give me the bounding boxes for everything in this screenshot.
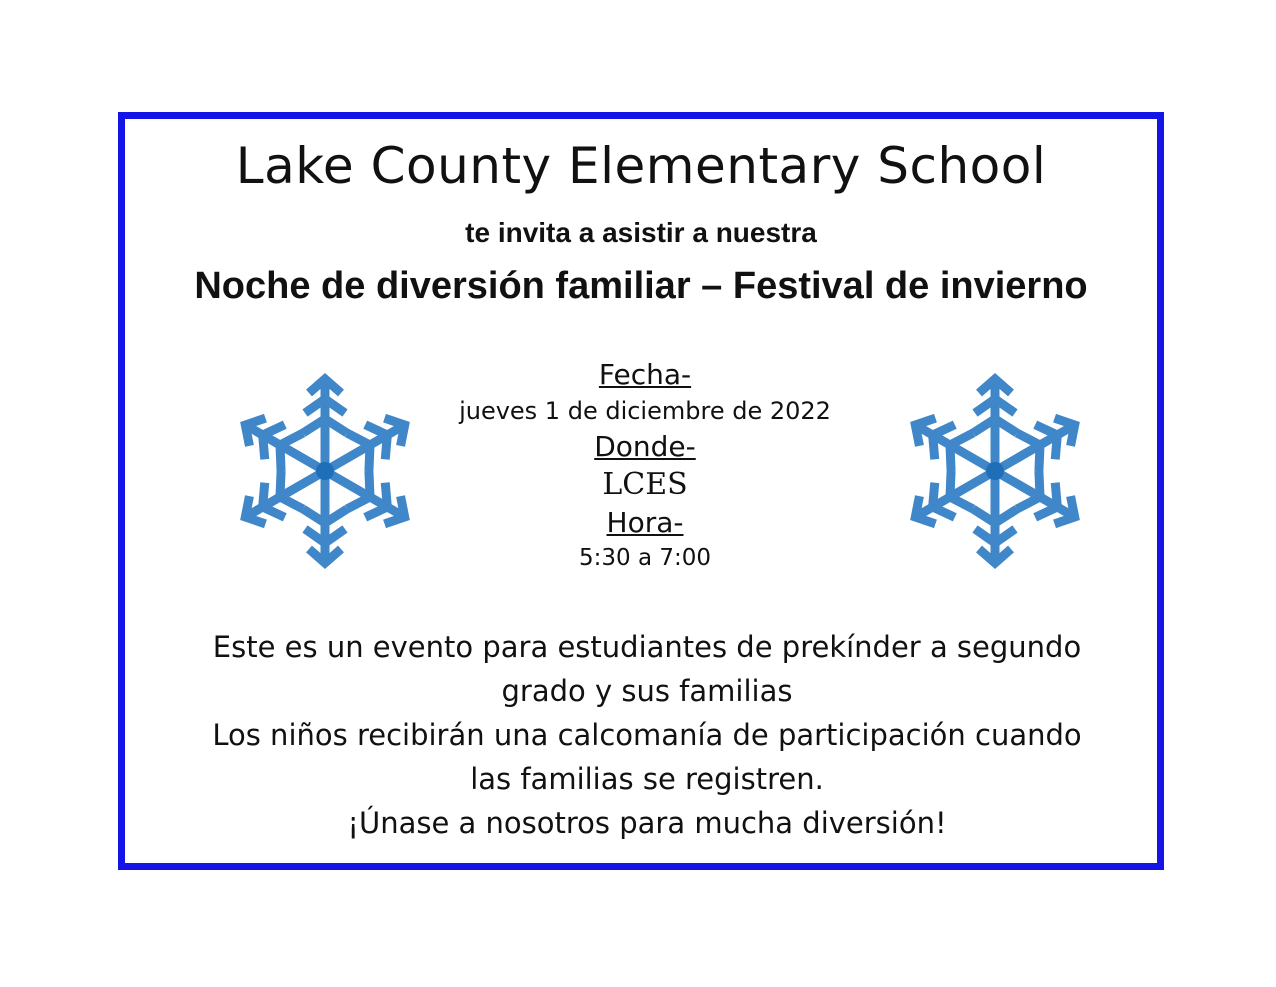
school-name-heading: Lake County Elementary School xyxy=(235,137,1047,195)
event-details xyxy=(425,357,865,575)
date-label: Fecha- xyxy=(598,358,692,391)
place-label: Donde- xyxy=(594,430,696,463)
description-line: Este es un evento para estudiantes de prekínder a segundo xyxy=(212,630,1082,664)
description-line: ¡Únase a nosotros para mucha diversión! xyxy=(347,806,947,840)
event-description xyxy=(145,625,1149,845)
time-label: Hora- xyxy=(606,506,684,539)
snowflake-icon xyxy=(895,371,1095,571)
place-value: LCES xyxy=(602,467,688,502)
description-line: grado y sus familias xyxy=(501,674,793,708)
description-line: las familias se registren. xyxy=(470,762,824,796)
date-value: jueves 1 de diciembre de 2022 xyxy=(459,397,831,425)
invite-line: te invita a asistir a nuestra xyxy=(465,217,817,248)
snowflake-icon xyxy=(225,371,425,571)
event-title: Noche de diversión familiar – Festival de invierno xyxy=(194,265,1088,307)
flyer-frame xyxy=(118,112,1164,870)
time-value: 5:30 a 7:00 xyxy=(578,545,711,571)
description-line: Los niños recibirán una calcomanía de participación cuando xyxy=(212,718,1082,752)
